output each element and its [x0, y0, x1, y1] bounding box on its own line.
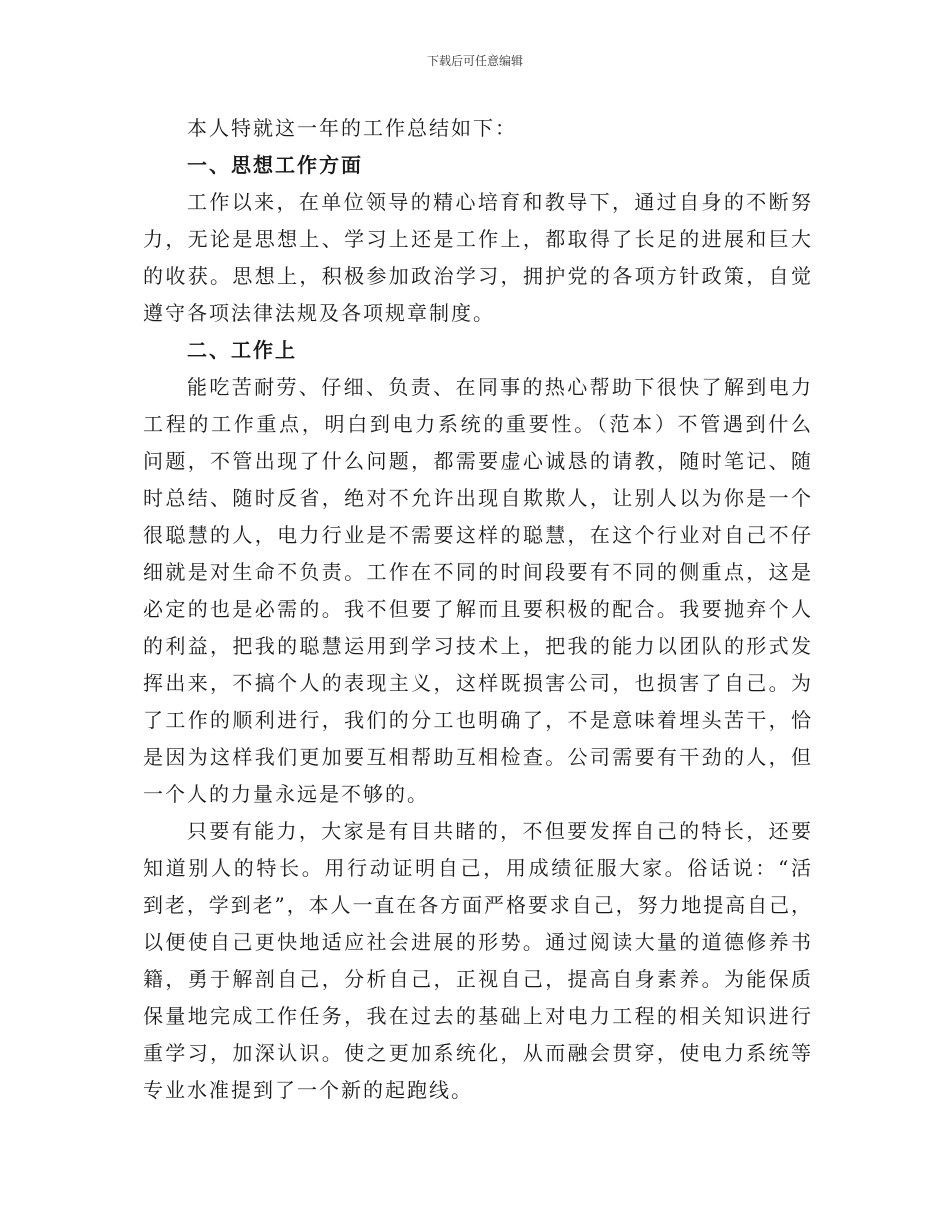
- text-line: 问题，不管出现了什么问题，都需要虚心诚恳的请教，随时笔记、随: [143, 449, 811, 473]
- text-line: 保量地完成工作任务，我在过去的基础上对电力工程的相关知识进行: [143, 1004, 811, 1028]
- document-body: [143, 110, 811, 1109]
- text-line: 很聪慧的人，电力行业是不需要这样的聪慧，在这个行业对自己不仔: [143, 523, 811, 547]
- text-line: 是因为这样我们更加要互相帮助互相检查。公司需要有干劲的人，但: [143, 745, 811, 769]
- text-line: 能吃苦耐劳、仔细、负责、在同事的热心帮助下很快了解到电力: [187, 375, 811, 399]
- text-line: 力，无论是思想上、学习上还是工作上，都取得了长足的进展和巨大: [143, 227, 811, 251]
- text-line: 只要有能力，大家是有目共睹的，不但要发挥自己的特长，还要: [187, 819, 811, 843]
- section-heading: 二、工作上: [187, 338, 297, 362]
- text-line: 的收获。思想上，积极参加政治学习，拥护党的各项方针政策，自觉: [143, 264, 811, 288]
- text-line: 了工作的顺利进行，我们的分工也明确了，不是意味着埋头苦干，恰: [143, 708, 811, 732]
- text-line: 本人特就这一年的工作总结如下：: [187, 116, 517, 140]
- text-line: 一个人的力量永远是不够的。: [143, 782, 429, 806]
- page-header-note: 下载后可任意编辑: [426, 54, 523, 68]
- text-line: 到老，学到老”，本人一直在各方面严格要求自己，努力地提高自己，: [143, 893, 811, 917]
- text-line: 工作以来，在单位领导的精心培育和教导下，通过自身的不断努: [187, 190, 811, 214]
- text-line: 知道别人的特长。用行动证明自己，用成绩征服大家。俗话说：“活: [143, 856, 811, 880]
- text-line: 的利益，把我的聪慧运用到学习技术上，把我的能力以团队的形式发: [143, 634, 811, 658]
- text-line: 必定的也是必需的。我不但要了解而且要积极的配合。我要抛弃个人: [143, 597, 811, 621]
- section-heading: 一、思想工作方面: [187, 153, 363, 177]
- text-line: 重学习，加深认识。使之更加系统化，从而融会贯穿，使电力系统等: [143, 1041, 811, 1065]
- text-line: 籍，勇于解剖自己，分析自己，正视自己，提高自身素养。为能保质: [143, 967, 811, 991]
- text-line: 工程的工作重点，明白到电力系统的重要性。（范本）不管遇到什么: [143, 412, 811, 436]
- text-line: 以便使自己更快地适应社会进展的形势。通过阅读大量的道德修养书: [143, 930, 811, 954]
- text-line: 遵守各项法律法规及各项规章制度。: [143, 301, 495, 325]
- text-line: 时总结、随时反省，绝对不允许出现自欺欺人，让别人以为你是一个: [143, 486, 811, 510]
- text-line: 专业水准提到了一个新的起跑线。: [143, 1078, 473, 1102]
- text-line: 挥出来，不搞个人的表现主义，这样既损害公司，也损害了自己。为: [143, 671, 811, 695]
- text-line: 细就是对生命不负责。工作在不同的时间段要有不同的侧重点，这是: [143, 560, 811, 584]
